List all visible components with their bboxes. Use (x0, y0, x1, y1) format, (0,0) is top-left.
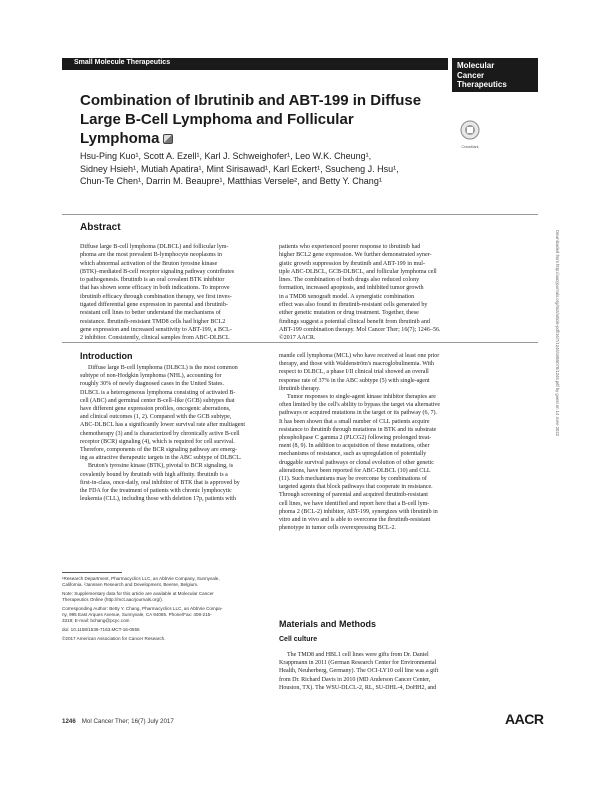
text-line: resistance. Ibrutinib-resistant TMD8 cells had higher BCL2 (80, 318, 226, 325)
text-line: Diffuse large B-cell lymphoma (DLBCL) is the most common (88, 365, 238, 371)
text-line: Hsu-Ping Kuo¹, Scott A. Ezell¹, Karl J. Schweighofer¹, Leo W.K. Cheung¹, (80, 151, 372, 161)
footnotes (62, 576, 267, 642)
divider (62, 214, 538, 215)
text-line: which abnormal activation of the Bruton tyrosine kinase (80, 260, 218, 267)
text-line: cell (ABC) and germinal center B-cell–like (GCB) subtypes that (80, 397, 235, 404)
text-line: targeted agents that block pathways that cooperate in resistance. (279, 484, 433, 491)
text-line: first-in-class, once-daily, oral inhibitor of BTK that is approved by (80, 479, 240, 486)
text-line: and clinical outcomes (1, 2). Compared with the GCB subtype, (80, 414, 232, 421)
text-line: vitro and in vivo and is able to overcome the ibrutinib-resistant (279, 517, 431, 524)
text-line: that has shown some efficacy in both indications. To improve (80, 285, 230, 292)
cell-culture-subheading: Cell culture (279, 636, 318, 643)
journal-name-line: Cancer (457, 70, 485, 80)
abstract-left-column (80, 243, 267, 343)
title-line (80, 129, 452, 148)
text-line: in a TMD8 xenograft model. A synergistic combination (279, 293, 415, 300)
footnote-line: Note: Supplementary data for this article are available at Molecular Cancer (62, 591, 214, 596)
text-line: Houston, TX). The WSU-DLCL-2, RL, SU-DHL-4, DoHH2, and (279, 684, 437, 691)
footnote-line: ©2017 American Association for Cancer Research. (62, 636, 166, 641)
text-line: Through screening of parental and acquired ibrutinib-resistant (279, 492, 428, 499)
text-line: Tumor responses to single-agent kinase inhibitor therapies are (287, 394, 436, 401)
divider (62, 342, 538, 343)
text-line: DLBCL is a heterogeneous lymphoma consisting of activated B- (80, 389, 236, 396)
footnote-divider (62, 572, 122, 573)
title-line (80, 91, 452, 110)
text-line: Sidney Hsieh¹, Mutiah Apatira¹, Mint Sirisawad¹, Karl Eckert¹, Ssucheng J. Hsu¹, (80, 163, 399, 174)
text-line: ment (8, 9). In addition to acquisition of these mutations, other (279, 443, 430, 450)
text-line: formation, increased apoptosis, and inhibited tumor growth (279, 285, 424, 292)
text-line: ©2017 AACR. (279, 335, 316, 342)
article-title (80, 91, 452, 148)
open-access-icon (163, 134, 173, 144)
methods-heading: Materials and Methods (279, 619, 377, 629)
introduction-left-column (80, 364, 266, 503)
footnote-line: doi: 10.1158/1535-7163.MCT-16-0555 (62, 627, 140, 632)
text-line: (11). Such mechanisms may be overcome by combinations of (279, 476, 427, 483)
text-line: findings suggest a potential clinical benefit from ibrutinib and (279, 318, 430, 325)
introduction-right-column (279, 352, 465, 532)
text-line: subtype of non-Hodgkin lymphoma (NHL), accounting for (80, 373, 222, 380)
title-text: Lymphoma (80, 130, 160, 147)
text-line: roughly 30% of newly diagnosed cases in the United States. (80, 381, 224, 388)
journal-name-line: Molecular (457, 61, 495, 70)
text-line: therapy, and those with Waldenström's macroglobulinemia. With (279, 361, 435, 368)
text-line: from Dr. Richard Davis in 2010 (MD Anderson Cancer Center, (279, 676, 431, 683)
text-line: receptor (BCR) signaling (4), which is required for cell survival. (80, 438, 235, 445)
title-line (80, 110, 452, 129)
text-line: phoma are the most prevalent B-lymphocyte neoplasms in (80, 252, 222, 259)
journal-citation: Mol Cancer Ther; 16(7) July 2017 (81, 718, 174, 725)
text-line: tigated differential gene expression in parental and ibrutinib- (80, 302, 228, 309)
text-line: tiple ABC-DLBCL, GCB-DLBCL, and follicular lymphoma cell (279, 268, 437, 275)
text-line: (BTK)–mediated B-cell receptor signaling pathway contributes (80, 268, 235, 275)
text-line: phenotype in tumor cells overexpressing BCL-2. (279, 525, 396, 532)
text-line: patients who experienced poorer response to ibrutinib had (279, 244, 421, 250)
introduction-heading: Introduction (80, 351, 133, 361)
text-line: Bruton's tyrosine kinase (BTK), pivotal to BCR signaling, is (88, 463, 234, 470)
text-line: phoma 2 (BCL-2) inhibitor, ABT-199, synergizes with ibrutinib in (279, 508, 438, 515)
page-footer (62, 718, 174, 725)
text-line: ABC-DLBCL has a significantly lower survival rate after multiagent (80, 422, 246, 429)
footnote-line: ¹Research Department, Pharmacyclics LLC, an AbbVie Company, Sunnyvale, (62, 576, 220, 581)
text-line: Therefore, components of the BCR signaling pathway are emerg- (80, 447, 238, 454)
text-line: Health, Neuherberg, Germany). The OCI-LY10 cell line was a gift (279, 668, 439, 675)
text-line: Krappmann in 2011 (German Research Center for Environmental (279, 660, 437, 667)
text-line: resistance to ibrutinib through mutations in BTK and its substrate (279, 426, 437, 433)
journal-name-line: Therapeutics (457, 80, 507, 89)
text-line: the FDA for the treatment of patients with chronic lymphocytic (80, 488, 232, 495)
text-line: Diffuse large B-cell lymphoma (DLBCL) and follicular lym- (80, 244, 229, 250)
text-line: higher BCL2 gene expression. We further demonstrated syner- (279, 252, 432, 259)
section-label: Small Molecule Therapeutics (74, 59, 171, 66)
text-line: The TMD8 and HBL1 cell lines were gifts from Dr. Daniel (287, 652, 429, 658)
text-line: often limited by the cell's ability to bypass the target via alternative (279, 402, 441, 409)
abstract-right-column (279, 243, 466, 343)
text-line: ibrutinib therapy. (279, 385, 321, 392)
text-line: lines. The combination of both drugs also reduced colony (279, 277, 420, 284)
title-text: Combination of Ibrutinib and ABT-199 in Diffuse (80, 92, 422, 109)
aacr-logo: AACR (505, 711, 544, 727)
text-line: ABT-199 combination therapy. Mol Cancer Ther; 16(7); 1246–56. (279, 326, 441, 333)
footnote-line: California. ²Janssen Research and Development, Beerse, Belgium. (62, 582, 199, 587)
page-number: 1246 (62, 718, 76, 725)
text-line: resistant cell lines to better understand the mechanisms of (80, 310, 221, 317)
text-line: effect was also found in ibrutinib-resistant cells generated by (279, 302, 428, 309)
text-line: Chun-Te Chen¹, Darrin M. Beaupre¹, Matthias Versele², and Betty Y. Chang¹ (80, 176, 382, 186)
crossmark-label: CrossMark (461, 145, 479, 149)
methods-text (279, 651, 465, 692)
text-line: pathways or acquired mutations in the target or its pathway (6, 7). (279, 410, 438, 417)
text-line: alterations, have been reported for ABC-DLBCL (10) and CLL (279, 467, 431, 474)
footnote-line: Therapeutics Online (http://mct.aacrjournals.org/). (62, 597, 164, 602)
text-line: have different gene expression profiles, oncogenic aberrations, (80, 406, 231, 413)
download-notice: Downloaded from http://aacrjournals.org/mct/article-pdf/16/7/1246/1855070/1246.pdf by guest on 14 June 2022 (555, 230, 560, 437)
footnote-line: ny, 995 East Arques Avenue, Sunnyvale, CA 94085. Phone/Fax: 408-215- (62, 612, 212, 617)
text-line: respect to DLBCL, a phase I/II clinical trial showed an overall (279, 369, 429, 376)
journal-logo (452, 58, 538, 92)
text-line: ibrutinib efficacy through combination therapy, we first inves- (80, 293, 232, 300)
text-line: response rate of 37% in the ABC subtype (5) with single-agent (279, 377, 430, 384)
text-line: 2 inhibitor. Consistently, clinical samples from ABC-DLBCL (80, 335, 230, 342)
text-line: mantle cell lymphoma (MCL) who have received at least one prior (279, 353, 440, 359)
text-line: gene expression and increased sensitivity to ABT-199, a BCL- (80, 326, 232, 333)
text-line: either genetic mutation or drug treatment. Together, these (279, 310, 419, 317)
footnote-line: Corresponding Author: Betty Y. Chang, Pharmacyclics LLC, an AbbVie Compa- (62, 606, 223, 611)
footnote-line: 3318; E-mail: bchang@pcyc.com (62, 618, 130, 623)
text-line: to pathogenesis. Ibrutinib is an oral covalent BTK inhibitor (80, 277, 225, 284)
text-line: chemotherapy (3) and is characterized by chronically active B-cell (80, 430, 240, 437)
text-line: gistic growth suppression by ibrutinib and ABT-199 in mul- (279, 260, 426, 267)
section-banner (62, 58, 448, 70)
text-line: mechanisms of resistance, such as upregulation of potentially (279, 451, 427, 458)
title-text: Large B-Cell Lymphoma and Follicular (80, 111, 354, 128)
text-line: cell lines, we have identified and report here that a B-cell lym- (279, 500, 430, 507)
text-line: It has been shown that a small number of CLL patients acquire (279, 418, 430, 425)
text-line: druggable survival pathways or clonal evolution of other genetic (279, 459, 434, 466)
author-list (80, 150, 452, 188)
text-line: covalently bound by ibrutinib with high affinity. Ibrutinib is a (80, 471, 228, 478)
crossmark-icon[interactable] (456, 118, 484, 144)
text-line: ing as attractive therapeutic targets in the ABC subtype of DLBCL. (80, 455, 242, 462)
text-line: leukemia (CLL), including those with deletion 17p, patients with (80, 496, 236, 503)
text-line: phospholipase C gamma 2 (PLCG2) following prolonged treat- (279, 435, 432, 442)
abstract-heading: Abstract (80, 222, 121, 233)
